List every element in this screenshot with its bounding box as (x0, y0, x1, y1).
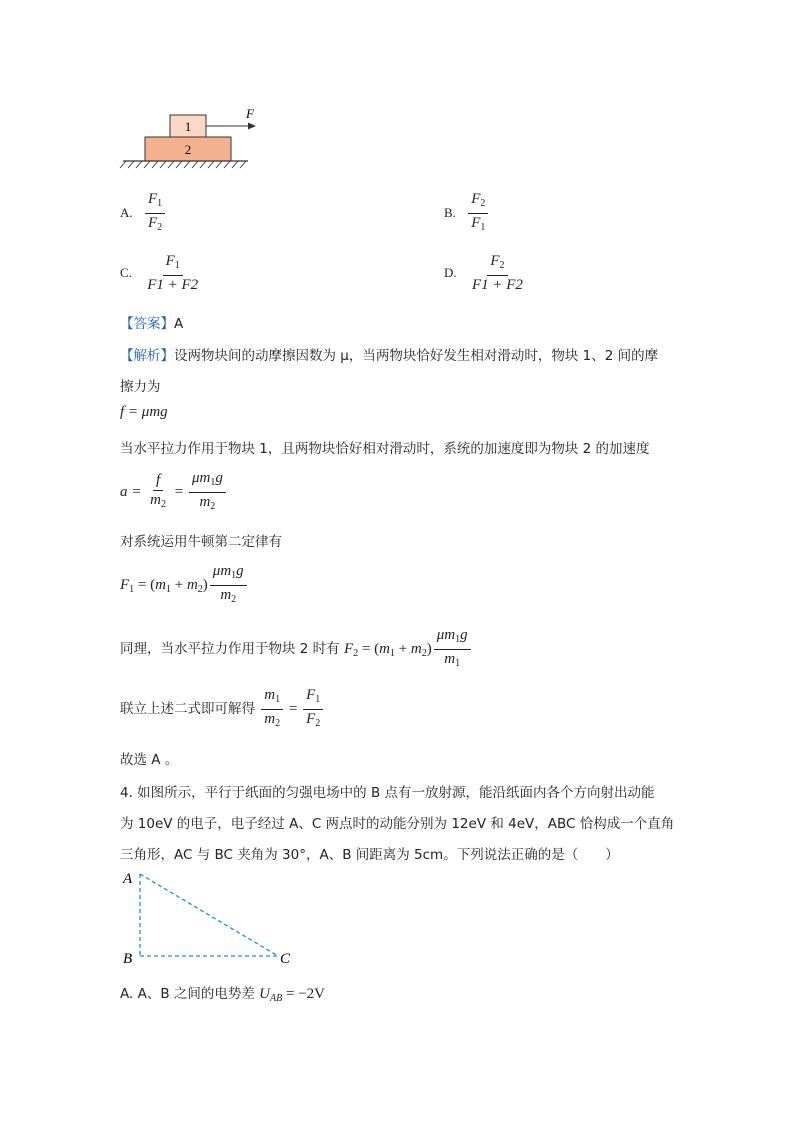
option-a-fraction: $\frac{F_1}{F_2}$ (145, 191, 165, 236)
force-arrowhead (248, 123, 256, 130)
analysis-line-4: 对系统运用牛顿第二定律有 (120, 534, 282, 550)
option-c (120, 253, 203, 294)
block-1-label: 1 (184, 119, 192, 134)
option-a (120, 191, 167, 236)
analysis-line-6: 联立上述二式即可解得 $\frac{m_1}{m_2}$ = $\frac{F_1}{F_2}$ (120, 687, 325, 732)
question4-line-3: 三角形，AC 与 BC 夹角为 30°，A、B 间距离为 5cm。下列说法正确的是（ ） (120, 847, 619, 863)
point-c-label: C (280, 951, 291, 967)
equation-f1: $F_1 = (m_1 + m_2)$ $\frac{\mu m_1g}{m_2}$ (120, 563, 249, 608)
equation-friction: f = μmg (120, 404, 168, 420)
question4-option-a: A. A、B 之间的电势差 $U_{AB} = -2V$ (120, 986, 325, 1004)
question4-line-1: 4. 如图所示，平行于纸面的匀强电场中的 B 点有一放射源，能沿纸面内各个方向射出动能 (120, 785, 655, 801)
ground-hatch (120, 161, 246, 168)
answer-line (120, 312, 183, 332)
option-b-fraction: $\frac{F_2}{F_1}$ (468, 191, 488, 236)
analysis-line-3: 当水平拉力作用于物块 1，且两物块恰好相对滑动时，系统的加速度即为物块 2 的加速度 (120, 441, 650, 457)
option-c-fraction: $\frac{F_1}{F1 + F2}$ (147, 253, 199, 293)
point-a-label: A (123, 871, 133, 887)
option-b-label: B. (444, 205, 456, 220)
analysis-line-7: 故选 A 。 (120, 752, 179, 768)
analysis-line-1: 【解析】设两物块间的动摩擦因数为 μ，当两物块恰好发生相对滑动时，物块 1、2 间的摩 (120, 348, 659, 364)
triangle-figure (118, 864, 298, 970)
option-d (444, 253, 528, 294)
triangle-side-ac (140, 874, 278, 956)
option-a-label: A. (120, 205, 133, 220)
option-c-label: C. (120, 265, 132, 280)
option-d-fraction: $\frac{F_2}{F1 + F2}$ (471, 253, 523, 293)
analysis-line-2: 擦力为 (120, 379, 161, 395)
block-2-label: 2 (184, 142, 192, 157)
question4-line-2: 为 10eV 的电子，电子经过 A、C 两点时的动能分别为 12eV 和 4eV，ABC 恰构成一个直角 (120, 816, 675, 832)
option-b (444, 191, 490, 236)
option-d-label: D. (444, 265, 457, 280)
analysis-line-5: 同理，当水平拉力作用于物块 2 时有 $F_2 = (m_1 + m_2)$ $\frac{\mu m_1g}{m_1}$ (120, 627, 473, 672)
analysis-tag: 【解析】 (120, 348, 174, 364)
answer-tag: 【答案】 (120, 316, 174, 332)
answer-value: A (174, 316, 184, 332)
blocks-figure (118, 100, 258, 175)
equation-acceleration: a = $\frac{f}{m_2}$ = $\frac{\mu m_1g}{m_2}$ (120, 470, 228, 515)
point-b-label: B (123, 951, 133, 967)
force-label: F (246, 106, 254, 121)
